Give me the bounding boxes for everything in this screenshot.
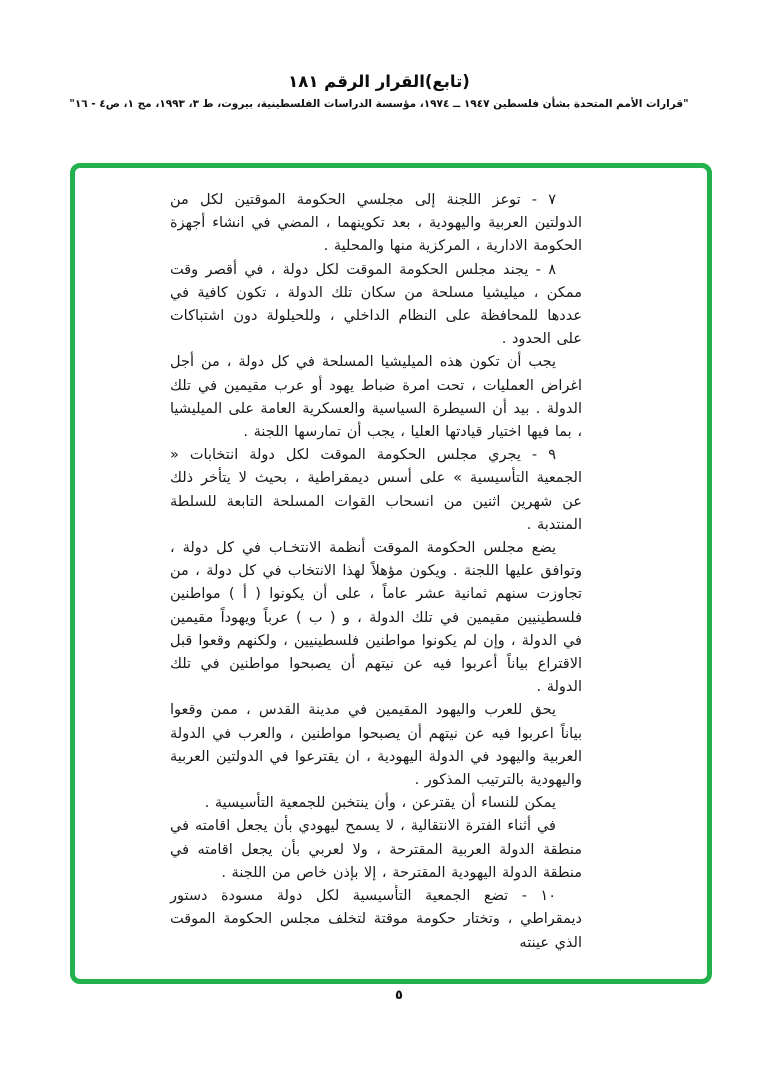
paragraph-elections: يضع مجلس الحكومة الموقت أنظمة الانتخـاب في كل دولة ، وتوافق عليها اللجنة . ويكون مؤهلاً لهذا الانتخاب في كل دولة ، من تجاوزت سنهم ثمانية عشر عاماً ، على أن يكونوا ( أ ) مواطنين فلسطينيين مقيمين في تلك الدولة ، و ( ب ) عرباً ويهوداً مقيمين في الدولة ، وإن لم يكونوا مواطنين فلسطينيين ، ولكنهم وقعوا قبل الاقتراع بياناً أعربوا فيه عن نيتهم أن يصبحوا مواطنين في تلك الدولة . [170, 540, 582, 696]
paragraph-jerusalem: يحق للعرب واليهود المقيمين في مدينة القدس ، ممن وقعوا بياناً اعربوا فيه عن نيتهم أن يصبحوا مواطنين ، والعرب في الدولة العربية واليهود في الدولة اليهودية ، ان يقترعوا في الدولتين العربية واليهودية بالترتيب المذكور . [170, 702, 582, 789]
paragraph-residence: في أثناء الفترة الانتقالية ، لا يسمح ليهودي بأن يجعل اقامته في منطقة الدولة العربية المقترحة ، ولا لعربي بأن يجعل اقامته في منطقة الدولة اليهودية المقترحة ، إلا بإذن خاص من اللجنة . [170, 818, 582, 881]
document-header [0, 72, 758, 110]
paragraph-women: يمكن للنساء أن يقترعن ، وأن ينتخبن للجمعية التأسيسية . [204, 795, 556, 812]
paragraph-clause-9: ٩ - يجري مجلس الحكومة الموقت لكل دولة انتخابات « الجمعية التأسيسية » على أسس ديمقراطية ، بحيث لا يتأخر ذلك عن شهرين اثنين من انسحاب القوات المسلحة التابعة للسلطة المنتدبة . [170, 447, 582, 533]
source-citation: "قرارات الأمم المتحدة بشأن فلسطين ١٩٤٧ ــ ١٩٧٤، مؤسسة الدراسات الفلسطينية، بيروت، ط ٣، ١٩٩٣، مج ١، ص٤ - ١٦" [69, 98, 689, 110]
page-number: ٥ [395, 988, 403, 1003]
paragraph-clause-10: ١٠ - تضع الجمعية التأسيسية لكل دولة مسودة دستور ديمقراطي ، وتختار حكومة موقتة لتخلف مجلس الحكومة الموقت الذي عينته [170, 888, 582, 951]
paragraph-clause-7: ٧ - توعز اللجنة إلى مجلسي الحكومة الموقتين لكل من الدولتين العربية واليهودية ، بعد تكوينهما ، المضي في انشاء أجهزة الحكومة الادارية ، المركزية منها والمحلية . [170, 192, 582, 255]
resolution-title: (تابع)القرار الرقم ١٨١ [288, 72, 470, 91]
resolution-body [170, 189, 582, 955]
paragraph-clause-8: ٨ - يجند مجلس الحكومة الموقت لكل دولة ، في أقصر وقت ممكن ، ميليشيا مسلحة من سكان تلك الدولة ، تكون كافية في عددها للمحافظة على النظام الداخلي ، وللحيلولة دون اشتباكات على الحدود . [170, 261, 582, 348]
paragraph-militia: يجب أن تكون هذه الميليشيا المسلحة في كل دولة ، من أجل اغراض العمليات ، تحت امرة ضباط يهود أو عرب مقيمين في تلك الدولة . بيد أن السيطرة السياسية والعسكرية العامة على الميليشيا ، بما فيها اختيار قيادتها العليا ، يجب أن تمارسها اللجنة . [170, 354, 582, 441]
